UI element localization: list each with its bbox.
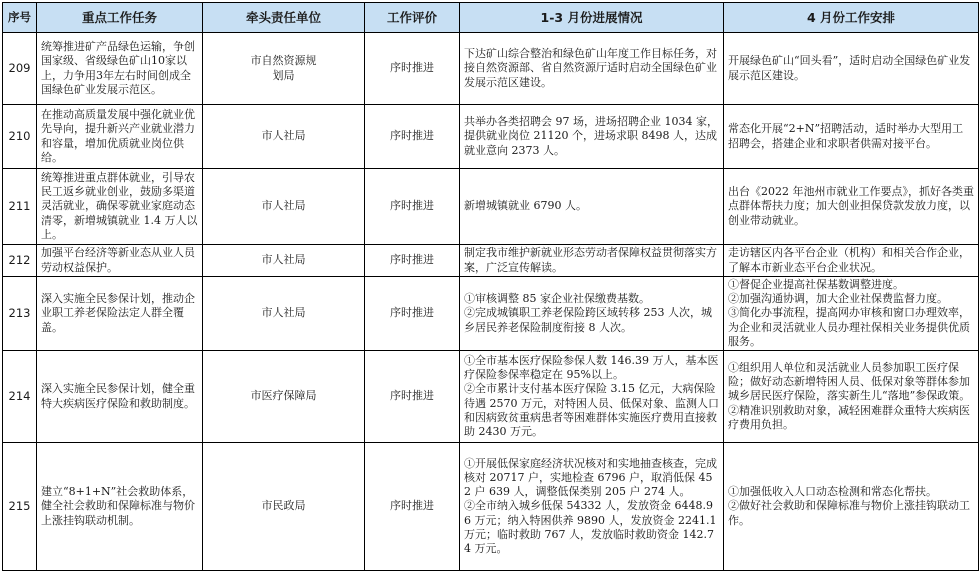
progress-cell <box>460 351 724 443</box>
progress-cell <box>460 443 724 571</box>
progress-item: ①审核调整 85 家企业社保缴费基数。 <box>464 292 650 306</box>
plan-item: ②精准识别救助对象，减轻困难群众重特大疾病医疗费用负担。 <box>728 403 970 431</box>
table-row <box>3 277 979 351</box>
progress-item: 制定我市维护新就业形态劳动者保障权益贯彻落实方案，广泛宣传解读。 <box>464 246 717 274</box>
progress-cell <box>460 33 724 105</box>
plan-item: ③简化办事流程，提高网办审核和窗口办理效率，为企业和灵活就业人员办理社保相关业务提供优质服务。 <box>728 306 970 348</box>
plan-item: 出台《2022 年池州市就业工作要点》，抓好各类重点群体帮扶力度；加大创业担保贷款发放力度，以创业带动就业。 <box>728 185 974 227</box>
row-number: 212 <box>3 245 37 277</box>
header-eval: 工作评价 <box>365 3 460 33</box>
row-number: 209 <box>3 33 37 105</box>
plan-cell <box>724 33 979 105</box>
task-cell: 统筹推进重点群体就业，引导农民工返乡就业创业，鼓励多渠道灵活就业，确保零就业家庭动态清零，新增城镇就业 1.4 万人以上。 <box>37 169 203 245</box>
row-number: 215 <box>3 443 37 571</box>
plan-cell <box>724 245 979 277</box>
table-header-row <box>3 3 979 33</box>
plan-cell <box>724 351 979 443</box>
plan-item: ①加强低收入人口动态检测和常态化帮扶。 <box>728 485 937 499</box>
row-number: 210 <box>3 105 37 169</box>
header-plan: 4 月份工作安排 <box>724 3 979 33</box>
eval-cell: 序时推进 <box>365 105 460 169</box>
progress-item: 新增城镇就业 6790 人。 <box>464 199 587 213</box>
plan-item: ①督促企业提高社保基数调整进度。 <box>728 278 904 291</box>
plan-cell <box>724 169 979 245</box>
eval-cell: 序时推进 <box>365 277 460 351</box>
row-number: 211 <box>3 169 37 245</box>
unit-cell: 市自然资源规划局 <box>203 33 365 105</box>
eval-cell: 序时推进 <box>365 443 460 571</box>
unit-cell: 市人社局 <box>203 169 365 245</box>
table-row <box>3 33 979 105</box>
task-cell: 加强平台经济等新业态从业人员劳动权益保护。 <box>37 245 203 277</box>
table-row <box>3 443 979 571</box>
unit-cell: 市人社局 <box>203 105 365 169</box>
work-progress-table <box>2 2 979 571</box>
plan-item: ①组织用人单位和灵活就业人员参加职工医疗保险；做好动态新增特困人员、低保对象等群体参加城乡居民医疗保险，落实新生儿“落地”参保政策。 <box>728 361 971 403</box>
plan-item: ②做好社会救助和保障标准与物价上涨挂钩联动工作。 <box>728 499 970 527</box>
table-row <box>3 105 979 169</box>
task-cell: 深入实施全民参保计划，健全重特大疾病医疗保险和救助制度。 <box>37 351 203 443</box>
task-cell: 深入实施全民参保计划，推动企业职工养老保险法定人群全覆盖。 <box>37 277 203 351</box>
unit-cell: 市民政局 <box>203 443 365 571</box>
table-row <box>3 351 979 443</box>
eval-cell: 序时推进 <box>365 351 460 443</box>
header-task: 重点工作任务 <box>37 3 203 33</box>
plan-cell <box>724 443 979 571</box>
row-number: 213 <box>3 277 37 351</box>
header-unit: 牵头责任单位 <box>203 3 365 33</box>
table-row <box>3 169 979 245</box>
eval-cell: 序时推进 <box>365 33 460 105</box>
plan-cell <box>724 277 979 351</box>
progress-cell <box>460 277 724 351</box>
progress-item: ①开展低保家庭经济状况核对和实地抽查核查，完成核对 20717 户，实地检查 6796 户，取消低保 452 户 639 人，调整低保类别 205 户 274 人。 <box>464 456 717 499</box>
unit-cell: 市人社局 <box>203 245 365 277</box>
progress-item: ①全市基本医疗保险参保人数 146.39 万人，基本医疗保险参保率稳定在 95%以上。 <box>464 353 719 382</box>
progress-item: ②全市累计支付基本医疗保险 3.15 亿元，大病保险待遇 2570 万元，对特困人员、低保对象、监测人口和因病致贫重病患者等困难群体实施医疗费用直接救助 2430 万元。 <box>464 382 719 438</box>
eval-cell: 序时推进 <box>365 169 460 245</box>
progress-cell <box>460 169 724 245</box>
plan-cell <box>724 105 979 169</box>
progress-item: ②全市纳入城乡低保 54332 人，发放资金 6448.96 万元；纳入特困供养 9890 人，发放资金 2241.1 万元；临时救助 767 人，发放临时救助资金 142.74 万元。 <box>464 499 717 556</box>
plan-item: 走访辖区内各平台企业（机构）和相关合作企业，了解本市新业态平台企业状况。 <box>728 246 970 274</box>
header-progress: 1-3 月份进展情况 <box>460 3 724 33</box>
task-cell: 在推动高质量发展中强化就业优先导向，提升新兴产业就业潜力和容量，增加优质就业岗位供给。 <box>37 105 203 169</box>
progress-cell <box>460 105 724 169</box>
task-cell: 建立“8+1+N”社会救助体系，健全社会救助和保障标准与物价上涨挂钩联动机制。 <box>37 443 203 571</box>
progress-item: 共举办各类招聘会 97 场，进场招聘企业 1034 家，提供就业岗位 21120 个，进场求职 8498 人，达成就业意向 2373 人。 <box>464 115 718 157</box>
unit-cell: 市人社局 <box>203 277 365 351</box>
progress-item: ②完成城镇职工养老保险跨区域转移 253 人次，城乡居民养老保险制度衔接 8 人次。 <box>464 306 712 334</box>
plan-item: ②加强沟通协调，加大企业社保费监督力度。 <box>728 292 948 306</box>
row-number: 214 <box>3 351 37 443</box>
plan-item: 开展绿色矿山“回头看”，适时启动全国绿色矿业发展示范区建设。 <box>728 54 971 82</box>
progress-item: 下达矿山综合整治和绿色矿山年度工作目标任务，对接自然资源部、省自然资源厅适时启动全国绿色矿业发展示范区建设。 <box>464 47 717 89</box>
eval-cell: 序时推进 <box>365 245 460 277</box>
plan-item: 常态化开展“2+N”招聘活动，适时举办大型用工招聘会，搭建企业和求职者供需对接平台。 <box>728 122 964 150</box>
progress-cell <box>460 245 724 277</box>
header-no: 序号 <box>3 3 37 33</box>
task-cell: 统筹推进矿产品绿色运输，争创国家级、省级绿色矿山10家以上，力争用3年左右时间创成全国绿色矿业发展示范区。 <box>37 33 203 105</box>
table-row <box>3 245 979 277</box>
unit-cell: 市医疗保障局 <box>203 351 365 443</box>
